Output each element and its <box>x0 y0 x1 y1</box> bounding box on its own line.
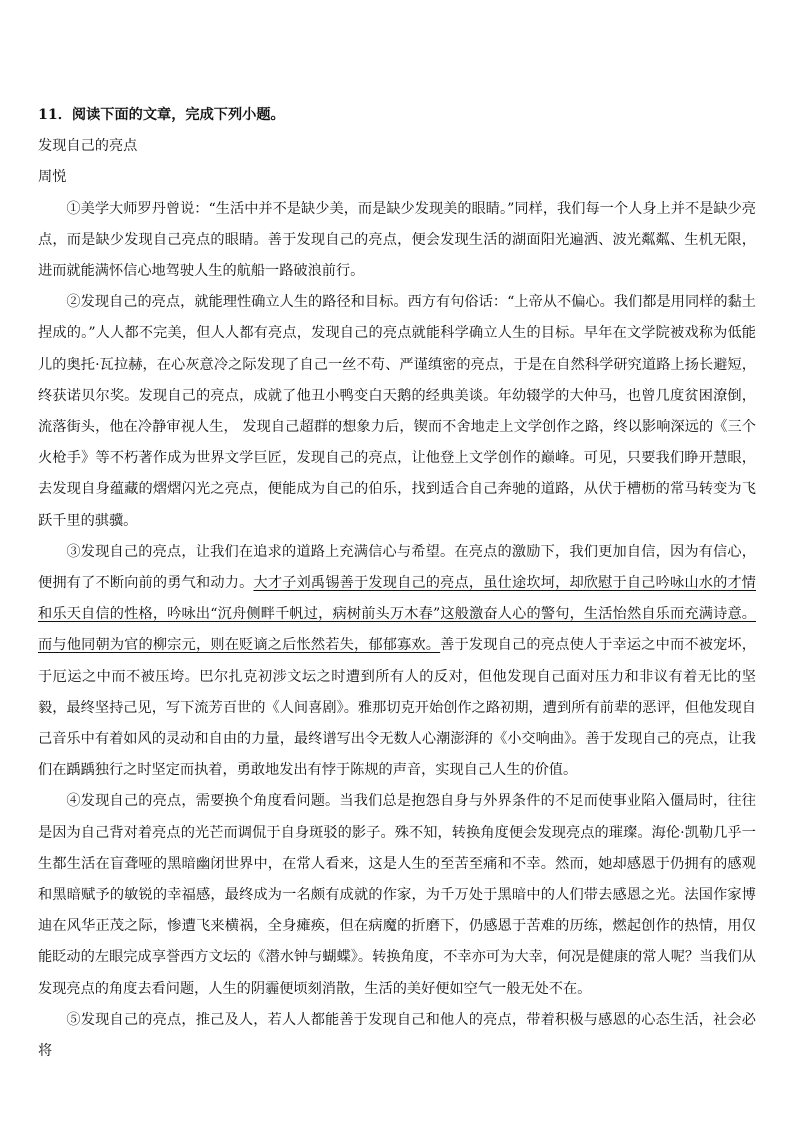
paragraph-text: ②发现自己的亮点，就能理性确立人生的路径和目标。西方有句俗话：“上帝从不偏心。我们都是用同样的黏土捏成的。”人人都不完美，但人人都有亮点，发现自己的亮点就能科学确立人生的目标。早年在文学院被戏称为低能儿的奥托·瓦拉赫，在心灰意冷之际发现了自己一丝不苟、严谨缜密的亮点，于是在自然科学研究道路上扬长避短，终获诺贝尔奖。发现自己的亮点，成就了他丑小鸭变白天鹅的经典美谈。年幼辍学的大仲马，也曾几度贫困潦倒，流落街头，他在冷静审视人生， 发现自己超群的想象力后，锲而不舍地走上文学创作之路，终以影响深远的《三个火枪手》等不朽著作成为世界文学巨匠，发现自己的亮点，让他登上文学创作的巅峰。可见，只要我们睁开慧眼，去发现自身蕴藏的熠熠闪光之亮点，便能成为自己的伯乐，找到适合自己奔驰的道路，从伏于槽枥的常马转变为飞跃千里的骐骥。 <box>38 294 756 529</box>
paragraph-5 <box>38 1005 756 1067</box>
paragraph-text: ③发现自己的亮点，让我们在追求的道路上充满信心与希望。在亮点的激励下，我们更加自信，因为有信心，便拥有了不断向前的勇气和动力。 <box>38 543 756 592</box>
article-title: 发现自己的亮点 <box>38 138 138 155</box>
underlined-sentence: 大才子刘禹锡善于发现自己的亮点，虽仕途坎坷，却欣慰于自己吟咏山水的才情和乐天自信的性格，吟咏出“沉舟侧畔千帆过，病树前头万木春”这般激奋人心的警句，生活怡然自乐而充满诗意。而与他同朝为官的柳宗元，则在贬谪之后怅然若失，郁郁寡欢。 <box>38 575 756 654</box>
paragraph-text: 善于发现自己的亮点使人于幸运之中而不被宠坏，于厄运之中而不被压垮。巴尔扎克初涉文坛之时遭到所有人的反对，但他发现自己面对压力和非议有着无比的坚毅，最终坚持己见，写下流芳百世的《人间喜剧》。雅那切克开始创作之路初期，遭到所有前辈的恶评，但他发现自己音乐中有着如风的灵动和自由的力量，最终谱写出令无数人心潮澎湃的《小交响曲》。善于发现自己的亮点，让我们在踽踽独行之时坚定而执着，勇敢地发出有悖于陈规的声音，实现自己人生的价值。 <box>38 637 756 779</box>
paragraph-text: ⑤发现自己的亮点，推己及人，若人人都能善于发现自己和他人的亮点，带着积极与感恩的心态生活，社会必将 <box>38 1011 756 1060</box>
paragraph-2 <box>38 287 756 537</box>
paragraph-text: ①美学大师罗丹曾说：“生活中并不是缺少美，而是缺少发现美的眼睛。”同样，我们每一个人身上并不是缺少亮点，而是缺少发现自己亮点的眼睛。善于发现自己的亮点，便会发现生活的湖面阳光遍洒、波光粼粼、生机无限，进而就能满怀信心地驾驶人生的航船一路破浪前行。 <box>38 200 756 280</box>
paragraph-1 <box>38 194 756 288</box>
article-author: 周悦 <box>38 169 67 186</box>
paragraph-text: ④发现自己的亮点，需要换个角度看问题。当我们总是抱怨自身与外界条件的不足而使事业陷入僵局时，往往是因为自己背对着亮点的光芒而调侃于自身斑驳的影子。殊不知，转换角度便会发现亮点的璀璨。海伦·凯勒几乎一生都生活在盲聋哑的黑暗幽闭世界中，在常人看来，这是人生的至苦至痛和不幸。然而，她却感恩于仍拥有的感观和黑暗赋予的敏锐的幸福感，最终成为一名颇有成就的作家，为千万处于黑暗中的人们带去感恩之光。法国作家博迪在风华正茂之际，惨遭飞来横祸，全身瘫痪，但在病魔的折磨下，仍感恩于苦难的历练，燃起创作的热情，用仅能眨动的左眼完成享誉西方文坛的《潜水钟与蝴蝶》。转换角度，不幸亦可为大幸，何况是健康的常人呢？当我们从发现亮点的角度去看问题，人生的阴霾便顷刻消散，生活的美好便如空气一般无处不在。 <box>38 793 756 997</box>
paragraph-3 <box>38 537 756 787</box>
reading-passage <box>38 100 756 1067</box>
paragraph-4 <box>38 786 756 1004</box>
question-heading: 11．阅读下面的文章，完成下列小题。 <box>38 107 285 123</box>
